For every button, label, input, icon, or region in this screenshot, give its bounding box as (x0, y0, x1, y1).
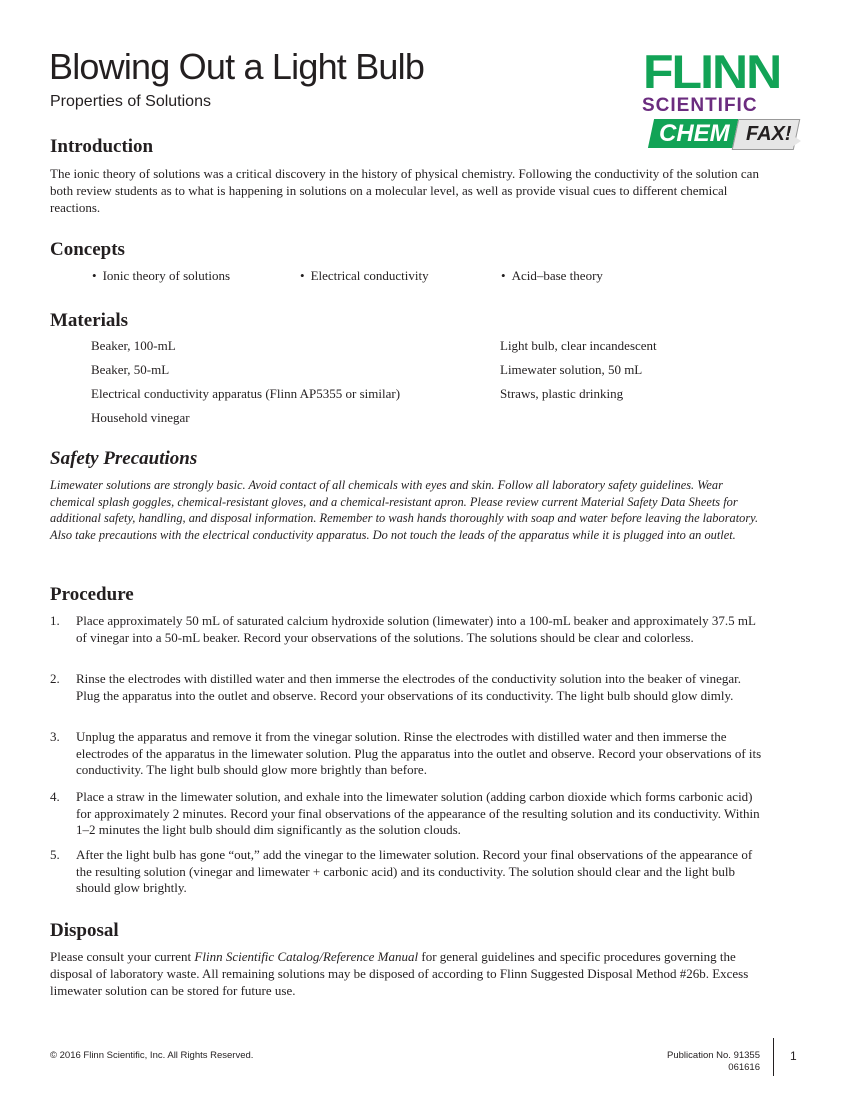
disposal-text-part: Please consult your current (50, 949, 195, 964)
chemfax-fax-text: FAX! (746, 123, 792, 145)
logo-scientific-text: SCIENTIFIC (642, 95, 758, 116)
concepts-heading: Concepts (50, 239, 125, 260)
disposal-heading: Disposal (50, 920, 119, 941)
introduction-text: The ionic theory of solutions was a critical discovery in the history of physical chemistry. Following the conductivity of the solution can both review students as to what is happening in solutions on a molecular level, as well as provide visual cues to different chemical reactions. (50, 166, 759, 215)
material-item: Beaker, 100-mL (91, 338, 176, 353)
safety-heading: Safety Precautions (50, 448, 198, 469)
material-item: Light bulb, clear incandescent (500, 338, 657, 353)
material-item: Limewater solution, 50 mL (500, 362, 643, 377)
chemfax-arrow-icon (789, 133, 801, 149)
logo-flinn-text: FLINN (643, 45, 781, 99)
disposal-text (50, 948, 770, 999)
step-text: Place approximately 50 mL of saturated calcium hydroxide solution (limewater) into a 100-mL beaker and approximately 37.5 mL of vinegar into a 50-mL beaker. Record your observations of the solutions. The solutions should be clear and colorless. (76, 613, 756, 645)
step-text: Rinse the electrodes with distilled water and then immerse the electrodes of the conductivity solution into the beaker of vinegar. Plug the apparatus into the outlet and observe. Record your observations of its conductivity. The light bulb should glow dimly. (76, 671, 741, 703)
step-text: Unplug the apparatus and remove it from the vinegar solution. Rinse the electrodes with distilled water and then immerse the electrodes of the apparatus in the limewater solution. Plug the apparatus into the outlet and observe. Record your observations of its conductivity. The light bulb should glow more brightly than before. (76, 729, 762, 777)
chemfax-badge (651, 119, 801, 149)
material-item: Electrical conductivity apparatus (Flinn AP5355 or similar) (91, 386, 401, 401)
flinn-scientific-logo (639, 47, 809, 155)
step-text: Place a straw in the limewater solution, and exhale into the limewater solution (adding carbon dioxide which forms carbonic acid) for approximately 2 minutes. Record your final observations of the appearance of the resulting solution and its conductivity. Within 1–2 minutes the light bulb should dim significantly as the solution clouds. (76, 789, 760, 837)
chemfax-chem-block (648, 119, 744, 148)
step-number: 1. (50, 613, 60, 628)
page-number: 1 (790, 1049, 797, 1063)
publication-code: 061616 (728, 1062, 760, 1073)
procedure-heading: Procedure (50, 584, 134, 605)
footer-divider (773, 1038, 774, 1076)
introduction-heading: Introduction (50, 136, 154, 157)
catalog-reference: Flinn Scientific Catalog/Reference Manual (194, 949, 419, 964)
footer-copyright: © 2016 Flinn Scientific, Inc. All Rights Reserved. (50, 1050, 254, 1061)
step-number: 2. (50, 671, 60, 686)
material-item: Beaker, 50-mL (91, 362, 170, 377)
safety-text: Limewater solutions are strongly basic. Avoid contact of all chemicals with eyes and skin. Follow all laboratory safety guidelines. Wear chemical splash goggles, chemical-resistant gloves, and a chemical-resistant apron. Please review current Material Safety Data Sheets for additional safety, handling, and disposal information. Remember to wash hands thoroughly with soap and water before leaving the laboratory. Also take precautions with the electrical conductivity apparatus. Do not touch the leads of the apparatus while it is plugged into an outlet. (50, 478, 759, 542)
step-number: 4. (50, 789, 60, 804)
page-title: Blowing Out a Light Bulb (49, 46, 425, 87)
concept-item: • Acid–base theory (501, 268, 603, 284)
concept-item: • Ionic theory of solutions (92, 268, 230, 284)
concept-item: • Electrical conductivity (300, 268, 429, 284)
publication-number: Publication No. 91355 (667, 1050, 760, 1061)
disposal-text-part: for general guidelines and specific procedures governing the disposal of laboratory waste. All remaining solutions may be disposed of according to Flinn Suggested Disposal Method #26b. Excess limewater solution can be stored for future use. (50, 949, 749, 998)
page-subtitle: Properties of Solutions (50, 93, 211, 110)
footer-publication (640, 1050, 760, 1074)
step-number: 5. (50, 847, 60, 862)
step-text: After the light bulb has gone “out,” add the vinegar to the limewater solution. Record your final observations of the appearance of the resulting solution (vinegar and limewater + carbonic acid) and its conductivity. The solution should clear and the light bulb should glow brightly. (76, 847, 753, 895)
material-item: Straws, plastic drinking (500, 386, 624, 401)
material-item: Household vinegar (91, 410, 190, 425)
step-number: 3. (50, 729, 60, 744)
materials-heading: Materials (50, 310, 129, 331)
chemfax-chem-text: CHEM (659, 120, 730, 147)
